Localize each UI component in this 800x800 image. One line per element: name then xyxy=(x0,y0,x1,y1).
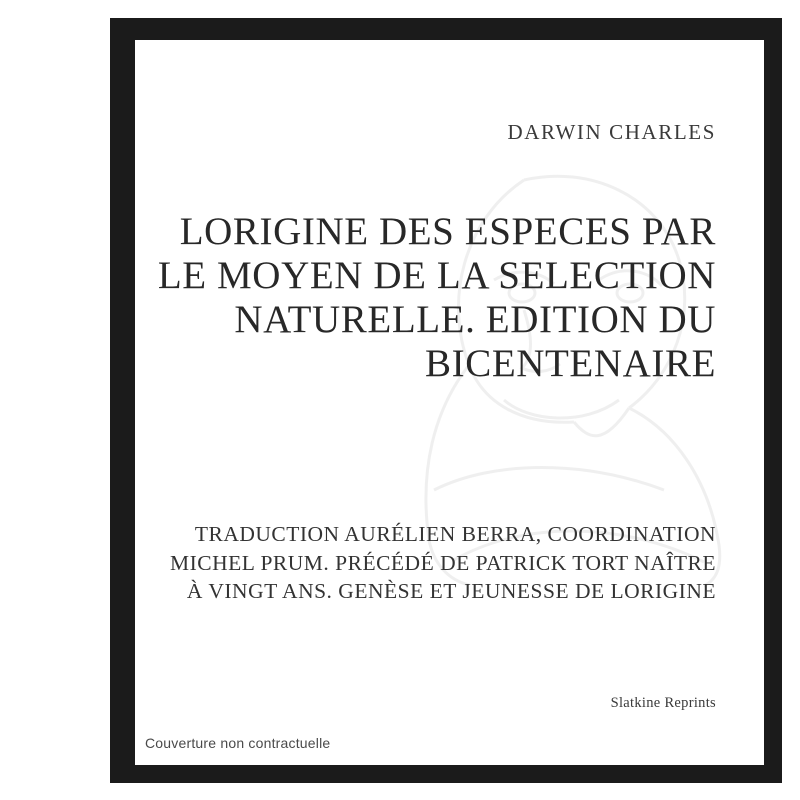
book-title: LORIGINE DES ESPECES PAR LE MOYEN DE LA SELECTION NATURELLE. EDITION DU BICENTENAIRE xyxy=(157,210,716,386)
publisher-name: Slatkine Reprints xyxy=(610,695,716,711)
author-name: DARWIN CHARLES xyxy=(507,120,716,144)
cover-frame-border xyxy=(110,18,782,783)
cover-disclaimer-text: Couverture non contractuelle xyxy=(145,735,331,751)
cover-text-block xyxy=(135,40,742,765)
book-subtitle: TRADUCTION AURÉLIEN BERRA, COORDINATION MICHEL PRUM. PRÉCÉDÉ DE PATRICK TORT NAÎTRE À VINGT ANS. GENÈSE ET JEUNESSE DE LORIGINE xyxy=(169,522,716,604)
cover-page xyxy=(135,40,764,765)
